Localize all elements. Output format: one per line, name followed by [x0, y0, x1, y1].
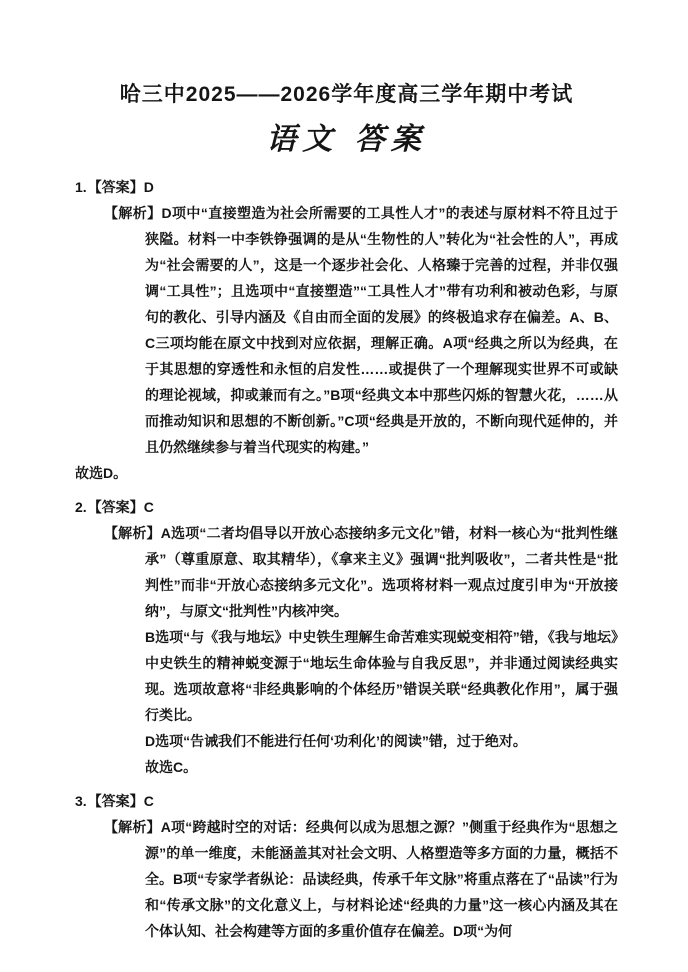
analysis-label: 【解析】 [104, 205, 162, 221]
conclusion: 故选C。 [145, 759, 198, 775]
answer-value: C [143, 499, 154, 515]
analysis-paragraph [75, 520, 618, 624]
answer-line [75, 788, 618, 814]
analysis-paragraph [75, 814, 618, 944]
answer-line [75, 174, 618, 200]
analysis-label: 【解析】 [104, 819, 161, 835]
question-number: 3. [75, 793, 87, 809]
conclusion: 故选D。 [75, 465, 128, 481]
analysis-paragraph: B选项“与《我与地坛》中史铁生理解生命苦难实现蜕变相符”错，《我与地坛》中史铁生的精神蜕变源于“地坛生命体验与自我反思”，并非通过阅读经典实现。选项故意将“非经典影响的个体经历”错误关联“经典教化作用”，属于强行类比。 [145, 629, 618, 723]
analysis-paragraph [75, 200, 618, 460]
answer-value: C [143, 793, 154, 809]
answer-line [75, 494, 618, 520]
question-1 [75, 174, 618, 486]
question-number: 1. [75, 179, 87, 195]
analysis-text: D项中“直接塑造为社会所需要的工具性人才”的表述与原材料不符且过于狭隘。材料一中李铁铮强调的是从“生物性的人”转化为“社会性的人”，再成为“社会需要的人”，这是一个逐步社会化、人格臻于完善的过程，并非仅强调“工具性”；且选项中“直接塑造”“工具性人才”带有功利和被动色彩，与原句的教化、引导内涵及《自由而全面的发展》的终极追求存在偏差。A、B、C三项均能在原文中找到对应依据，理解正确。A项“经典之所以为经典，在于其思想的穿透性和永恒的启发性……或提供了一个理解现实世界不可或缺的理论视域，抑或兼而有之。”B项“经典文本中那些闪烁的智慧火花，……从而推动知识和思想的不断创新。”C项“经典是开放的，不断向现代延伸的，并且仍然继续参与着当代现实的构建。” [145, 205, 619, 455]
page-subtitle: 语文 答案 [266, 122, 427, 157]
analysis-paragraph: D选项“告诫我们不能进行任何‘功利化’的阅读”错，过于绝对。 [145, 733, 527, 749]
answer-label: 【答案】 [87, 179, 144, 195]
analysis-label: 【解析】 [104, 525, 161, 541]
question-number: 2. [75, 499, 87, 515]
question-2 [75, 494, 618, 780]
page-title: 哈三中2025——2026学年度高三学年期中考试 [119, 83, 574, 106]
analysis-text: A选项“二者均倡导以开放心态接纳多元文化”错，材料一核心为“批判性继承”（尊重原意、取其精华），《拿来主义》强调“批判吸收”，二者共性是“批判性”而非“开放心态接纳多元文化”。选项将材料一观点过度引申为“开放接纳”，与原文“批判性”内核冲突。 [145, 525, 619, 619]
answer-value: D [143, 179, 154, 195]
question-3 [75, 788, 618, 944]
answer-label: 【答案】 [87, 499, 144, 515]
answer-label: 【答案】 [87, 793, 144, 809]
analysis-text: A项“跨越时空的对话：经典何以成为思想之源？”侧重于经典作为“思想之源”的单一维度，未能涵盖其对社会文明、人格塑造等多方面的力量，概括不全。B项“专家学者纵论：品读经典，传承千年文脉”将重点落在了“品读”行为和“传承文脉”的文化意义上，与材料论述“经典的力量”这一核心内涵及其在个体认知、社会构建等方面的多重价值存在偏差。D项“为何 [145, 819, 619, 939]
